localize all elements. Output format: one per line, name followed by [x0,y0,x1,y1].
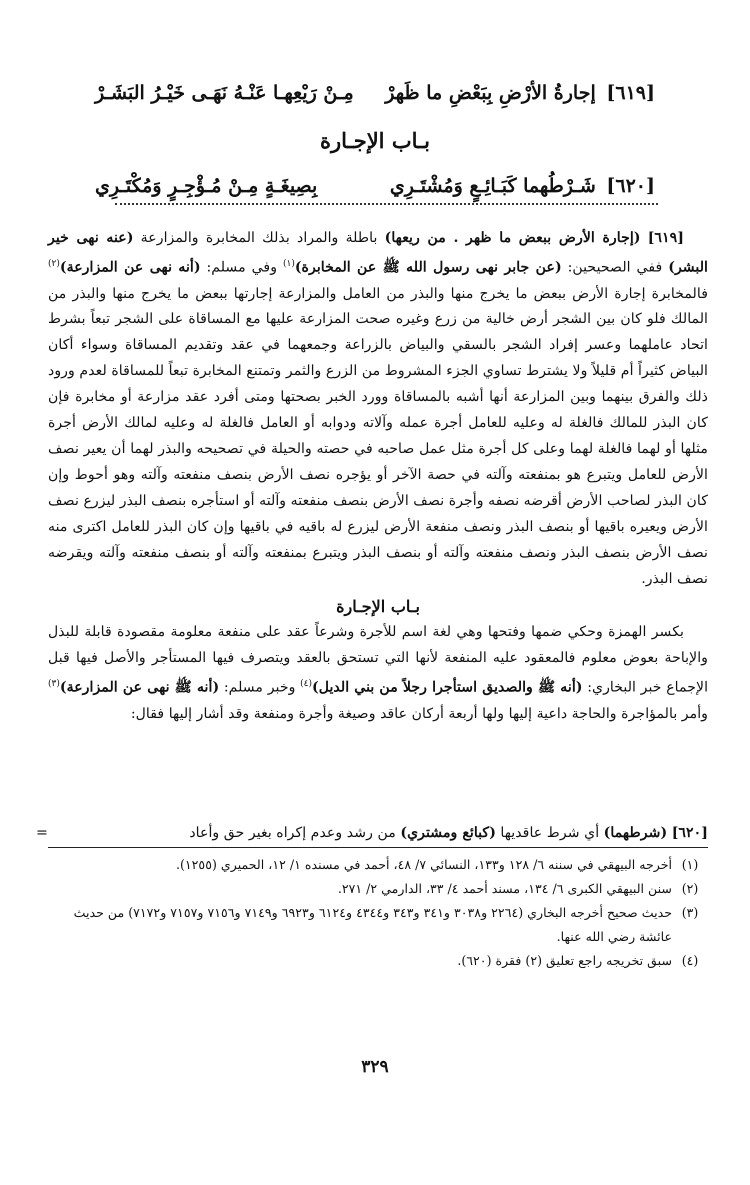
footnote-text: حديث صحيح أخرجه البخاري (٢٢٦٤ و٣٠٣٨ و٣٤١ و٣٤٣ و٤٣٤٤ و٦١٢٤ و٦٩٢٣ و٧١٤٩ و٧١٥٦ و٧١٥٧ و٧١٧٢) من حديث عائشة رضي الله عنها. [73,905,672,944]
verse-620-number: [٦٢٠] [606,175,655,197]
verse-619-first-half: [٦١٩] إجارةُ الأرْضِ بِبَعْضِ ما ظَهرْ [385,82,655,104]
verse-620 [95,175,655,197]
footnote-mark: (٤) [681,953,699,968]
verse-619-number: [٦١٩] [606,82,655,104]
footnote-ref-2[interactable]: (٢) [48,258,60,269]
continuation-mark: = [36,825,48,841]
sub-heading: بـاب الإجـارة [336,597,420,617]
verse-619-second-half: مِـنْ رَيْعِهـا عَنْـهُ نَهَـى خَيْـرُ البَشَـرْ [95,82,354,104]
commentary-paragraph-ijara: بكسر الهمزة وحكي ضمها وفتحها وهي لغة اسم للأجرة وشرعاً عقد على منفعة معلومة مقصودة قابلة للبذل والإباحة بعوض معلوم فالمعقود عليه المنفعة لأنها التي تستحق بالعقد ويتصرف فيها المستأجر والأصل فيها قبل الإجماع خبر البخاري: (أنه ﷺ والصديق استأجرا رجلاً من بني الديل)$^{(٤)}$ وخبر مسلم: (أنه ﷺ نهى عن المزارعة)$^{(٣)}$ وأمر بالمؤاجرة والحاجة داعية إليها ولها أربعة أركان عاقد وصيغة وأجرة ومنفعة وقد أشار إليها فقال: [48,624,709,722]
footnote-mark: (١) [681,857,699,872]
section-heading: بـاب الإجـارة [320,128,430,153]
footnotes [48,853,708,973]
verse-619 [95,82,655,104]
verse-620-first-half: [٦٢٠] شَـرْطُهما كَبَـائِـعٍ وَمُشْتَـرِي [389,175,655,197]
page-number: ٣٢٩ [361,1057,389,1077]
footnote-item [48,901,708,949]
footnote-text: سبق تخريجه راجع تعليق (٢) فقرة (٦٢٠). [457,953,672,968]
footnote-item [48,853,708,877]
footnote-divider [48,847,708,848]
dotted-divider [115,203,658,205]
footnote-mark: (٣) [681,905,699,920]
commentary-paragraph-620: [٦٢٠] (شرطهما) أي شرط عاقديها (كبائع ومشتري) من رشد وعدم إكراه بغير حق وأعاد = [36,820,708,846]
footnote-text: سنن البيهقي الكبرى ٦/ ١٣٤، مسند أحمد ٤/ ٣٣، الدارمي ٢/ ٢٧١. [337,881,672,896]
footnote-mark: (٢) [681,881,699,896]
footnote-ref-4[interactable]: (٤) [300,679,313,690]
commentary-text [48,226,708,728]
footnote-ref-3[interactable]: (٣) [48,679,60,690]
verse-620-second-half: بِصِيغَـةٍ مِـنْ مُـؤْجِـرٍ وَمُكْتَـرِي [95,175,318,197]
footnote-text: أخرجه البيهقي في سننه ٦/ ١٢٨ و١٣٣، النسائي ٧/ ٤٨، أحمد في مسنده ١/ ١٢، الحميري (١٢٥٥). [175,857,672,872]
commentary-paragraph-619: [٦١٩] (إجارة الأرض ببعض ما ظهر . من ريعها) باطلة والمراد بذلك المخابرة والمزارعة (عنه نهى خير البشر) ففي الصحيحين: (عن جابر نهى رسول الله ﷺ عن المخابرة)$^{(١)}$ وفي مسلم: (أنه نهى عن المزارعة)$^{(٢)}$ فالمخابرة إجارة الأرض ببعض ما يخرج منها والبذر من العامل والمزارعة إجارتها ببعض ما يخرج منها والبذر من المالك فلو كان بين الشجر أرض خالية من زرع وغيره صحت المزارعة عليها مع المساقاة على الشجر تبعاً بشرط اتحاد عاملهما وعسر إفراد الشجر بالسقي والبياض بالزراعة وجمعهما في عقد وتقديم المساقاة وسواء أكان البياض كثيراً أم قليلاً ولا يشترط تساوي الجزء المشروط من الزرع والثمر وتمتنع المخابرة تبعاً للمساقاة لعدم ورود ذلك والفرق بينهما وبين المزارعة أنها أشبه بالمساقاة وورد الخبر بصحتها ومتى أفرد عقد مزارعة أو مخابرة فإن كان البذر للمالك فالغلة له وعليه للعامل أجرة عمله وآلاته ودوابه أو العامل فالغلة له وعليه لمالك الأرض أجرة مثلها أو لهما فالغلة لهما وعلى كل أجرة مثل عمل صاحبه في حصته والحيلة في تصحيحه والبذر لهما أن يعير نصف الأرض للعامل ويتبرع هو بمنفعته وآلته في حصة الآخر أو يؤجره نصف الأرض بنصف منفعته وآلته وهو أحوط وإن كان البذر لصاحب الأرض أقرضه نصفه وأجرة نصف الأرض بنصف منفعته وآلته أو استأجره بنصف البذر ليزرع نصف الأرض ويعيره باقيها أو بنصف البذر ونصف منفعة الأرض ليزرع له باقيه في باقيها وإن كان البذر للعامل اكترى منه نصف الأرض بنصف البذر ونصف منفعته وآلته أو بنصف البذر ويتبرع بمنفعته وآلته أو بنصف منفعته وآلته ويقرضه نصف البذر. [48,230,708,587]
footnote-ref-1[interactable]: (١) [282,258,295,269]
footnote-item [48,949,708,973]
footnote-item [48,877,708,901]
